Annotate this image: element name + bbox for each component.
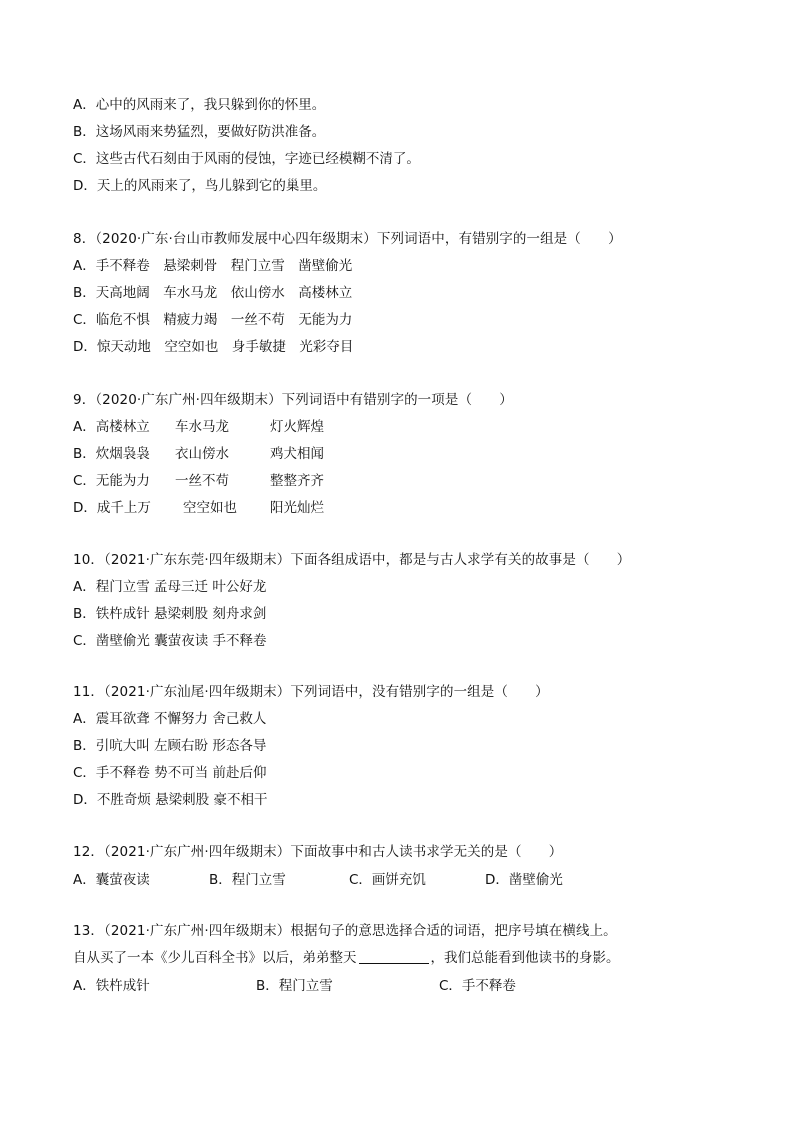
q12-stem: 12．（2021·广东广州·四年级期末）下面故事中和古人读书求学无关的是（ ） [73, 844, 563, 860]
q8-option-a: A．手不释卷 悬梁刺骨 程门立雪 凿壁偷光 [73, 258, 353, 274]
q13-sentence [73, 948, 620, 968]
q10-stem: 10．（2021·广东东莞·四年级期末）下面各组成语中，都是与古人求学有关的故事是（ ） [73, 552, 631, 568]
q9-b-word-1: B．炊烟袅袅 [73, 446, 150, 462]
q9-c-word-3: 整整齐齐 [270, 473, 324, 489]
q8-option-b: B．天高地阔 车水马龙 依山傍水 高楼林立 [73, 285, 353, 301]
q9-stem: 9．（2020·广东广州·四年级期末）下列词语中有错别字的一项是（ ） [73, 392, 513, 408]
q11-option-b: B．引吭大叫 左顾右盼 形态各导 [73, 738, 267, 754]
q7-option-c: C．这些古代石刻由于风雨的侵蚀，字迹已经模糊不清了。 [73, 151, 420, 167]
q10-option-a: A．程门立雪 孟母三迁 叶公好龙 [73, 579, 267, 595]
q13-answer-blank[interactable] [359, 949, 429, 964]
q12-option-b: B．程门立雪 [209, 872, 286, 888]
q8-stem: 8．（2020·广东·台山市教师发展中心四年级期末）下列词语中，有错别字的一组是（ ） [73, 231, 622, 247]
q9-d-word-2: 空空如也 [183, 500, 237, 516]
q11-option-a: A．震耳欲聋 不懈努力 舍己救人 [73, 711, 267, 727]
q10-option-b: B．铁杵成针 悬梁刺股 刻舟求剑 [73, 606, 267, 622]
q13-sentence-after: ，我们总能看到他读书的身影。 [430, 950, 620, 966]
q7-option-d: D．天上的风雨来了，鸟儿躲到它的巢里。 [73, 178, 327, 194]
q9-d-word-1: D．成千上万 [73, 500, 151, 516]
q9-c-word-1: C．无能为力 [73, 473, 150, 489]
q12-option-c: C．画饼充饥 [349, 872, 426, 888]
q12-option-a: A．囊萤夜读 [73, 872, 150, 888]
q8-option-c: C．临危不惧 精疲力竭 一丝不苟 无能为力 [73, 312, 353, 328]
q11-option-d: D．不胜奇烦 悬梁刺股 豪不相干 [73, 792, 268, 808]
q13-option-b: B．程门立雪 [256, 978, 333, 994]
q10-option-c: C．凿壁偷光 囊萤夜读 手不释卷 [73, 633, 267, 649]
q9-b-word-2: 衣山傍水 [175, 446, 229, 462]
q13-option-a: A．铁杵成针 [73, 978, 150, 994]
q9-a-word-1: A．高楼林立 [73, 419, 150, 435]
q9-d-word-3: 阳光灿烂 [270, 500, 324, 516]
q9-a-word-2: 车水马龙 [175, 419, 229, 435]
q8-option-d: D．惊天动地 空空如也 身手敏捷 光彩夺目 [73, 339, 354, 355]
q7-option-b: B．这场风雨来势猛烈，要做好防洪准备。 [73, 124, 326, 140]
q13-sentence-before: 自从买了一本《少儿百科全书》以后，弟弟整天 [73, 950, 357, 966]
q9-c-word-2: 一丝不苟 [175, 473, 229, 489]
q13-option-c: C．手不释卷 [439, 978, 516, 994]
q11-option-c: C．手不释卷 势不可当 前赴后仰 [73, 765, 267, 781]
q11-stem: 11．（2021·广东汕尾·四年级期末）下列词语中，没有错别字的一组是（ ） [73, 684, 549, 700]
q9-a-word-3: 灯火辉煌 [270, 419, 324, 435]
q13-stem: 13．（2021·广东广州·四年级期末）根据句子的意思选择合适的词语，把序号填在横线上。 [73, 923, 617, 939]
q9-b-word-3: 鸡犬相闻 [270, 446, 324, 462]
q12-option-d: D．凿壁偷光 [485, 872, 563, 888]
q7-option-a: A．心中的风雨来了，我只躲到你的怀里。 [73, 97, 326, 113]
